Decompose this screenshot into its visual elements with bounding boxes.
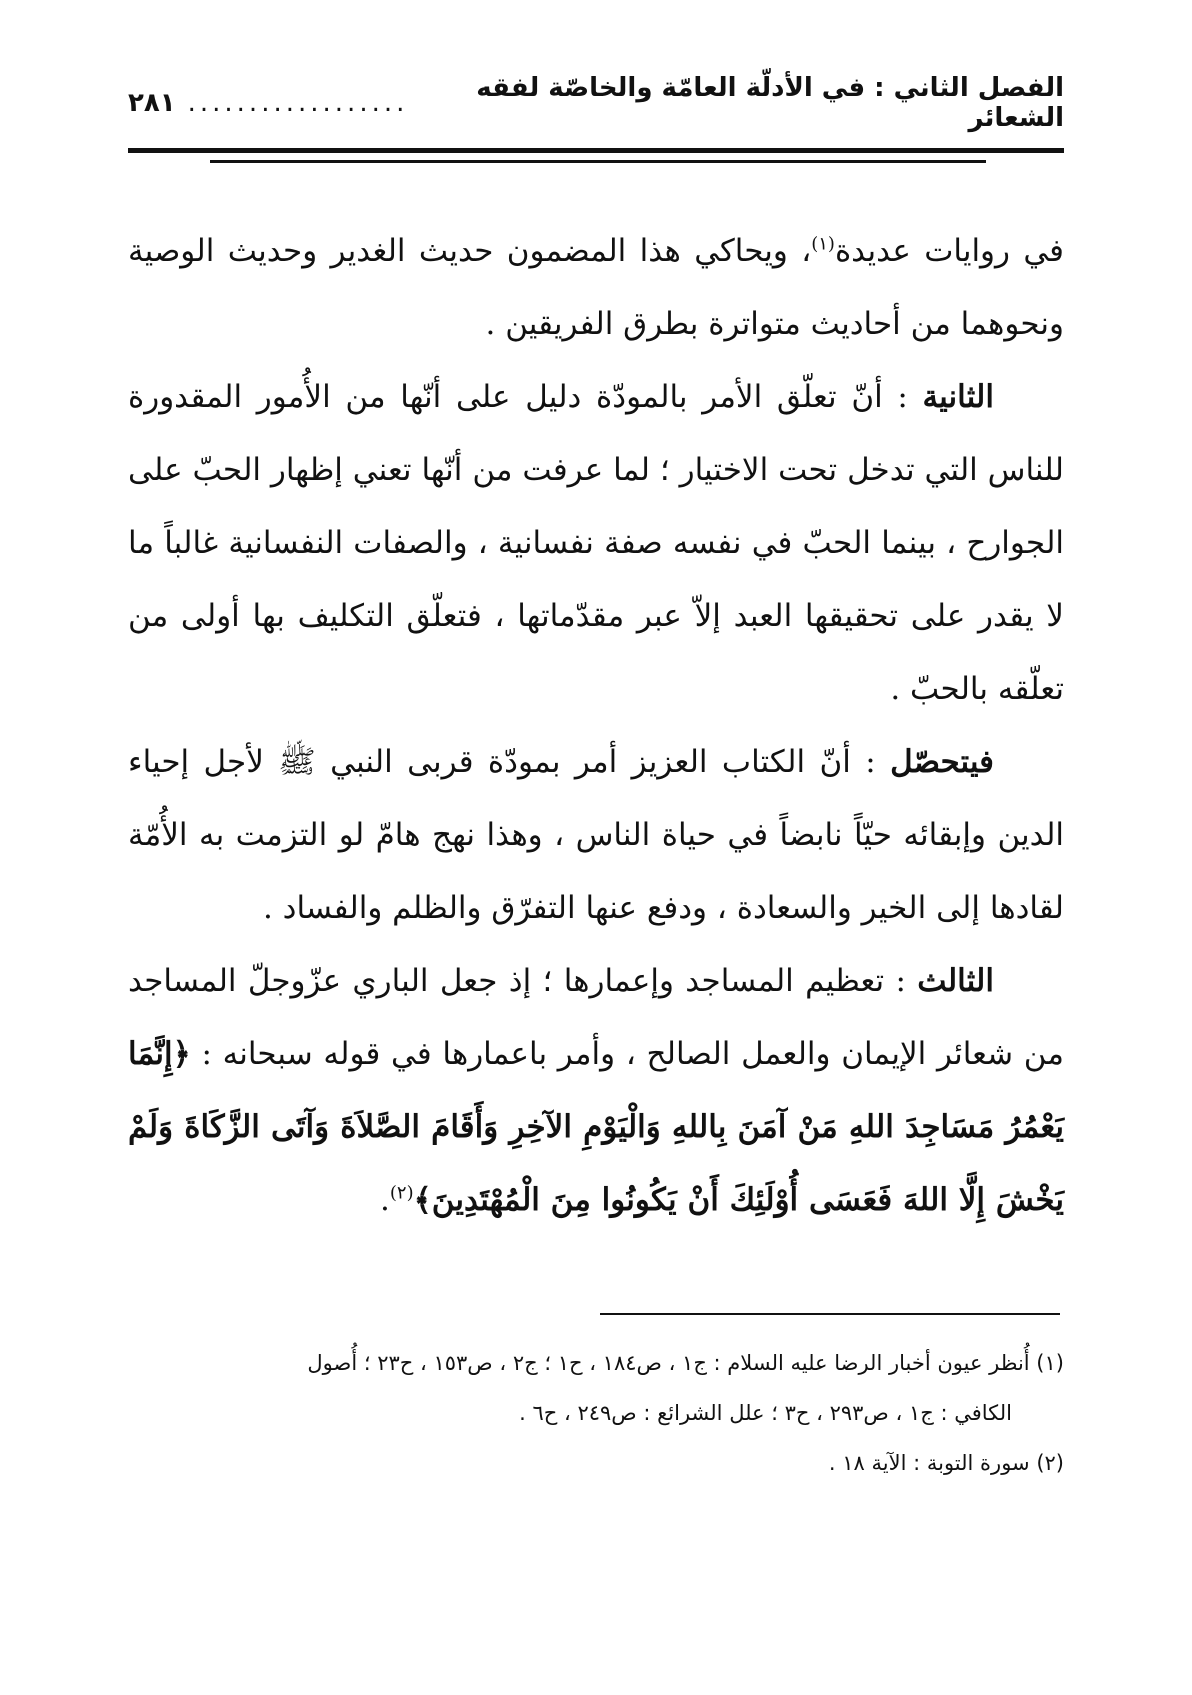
footnotes — [128, 1338, 1064, 1488]
quran-verse: ﴿إِنَّمَا يَعْمُرُ مَسَاجِدَ اللهِ مَنْ آمَنَ بِاللهِ وَالْيَوْمِ الآخِرِ وَأَقَامَ الصَّلاَةَ وَآتَى الزَّكَاةَ وَلَمْ يَخْشَ إِلَّا اللهَ فَعَسَى أُوْلَئِكَ أَنْ يَكُونُوا مِنَ الْمُهْتَدِينَ﴾ — [128, 1036, 1064, 1218]
header-rule-thin — [210, 160, 986, 163]
footnote-ref-1[interactable]: (١) — [811, 233, 835, 255]
page-number: ٢٨١ — [128, 88, 176, 118]
paragraph-4-end: . — [380, 1182, 390, 1218]
main-text — [128, 215, 1064, 1237]
paragraph-4-lead: الثالث — [917, 963, 994, 999]
paragraph-4-text: : تعظيم المساجد وإعمارها ؛ إذ جعل الباري عزّوجلّ المساجد من شعائر الإيمان والعمل الصالح ، وأمر باعمارها في قوله سبحانه : — [128, 963, 1064, 1072]
header-rule-thick — [128, 148, 1064, 153]
paragraph-1 — [128, 215, 1064, 361]
paragraph-3-lead: فيتحصّل — [890, 744, 994, 780]
footnote-2: (٢) سورة التوبة : الآية ١٨ . — [828, 1451, 1064, 1475]
paragraph-1-start: في روايات عديدة — [834, 233, 1064, 269]
header-leader-dots: .................. — [187, 88, 409, 118]
paragraph-2 — [128, 361, 1064, 726]
footnote-separator — [600, 1313, 1060, 1315]
paragraph-3-text: : أنّ الكتاب العزيز أمر بمودّة قربى النبي ﷺ لأجل إحياء الدين وإبقائه حيّاً نابضاً في حياة الناس ، وهذا نهج هامّ لو التزمت به الأُمّة لقادها إلى الخير والسعادة ، ودفع عنها التفرّق والظلم والفساد . — [128, 744, 1064, 926]
paragraph-3 — [128, 726, 1064, 945]
footnote-ref-2[interactable]: (٢) — [389, 1182, 414, 1204]
paragraph-4 — [128, 945, 1064, 1237]
paragraph-2-text: : أنّ تعلّق الأمر بالمودّة دليل على أنّها من الأُمور المقدورة للناس التي تدخل تحت الاختيار ؛ لما عرفت من أنّها تعني إظهار الحبّ على الجوارح ، بينما الحبّ في نفسه صفة نفسانية ، والصفات النفسانية غالباً ما لا يقدر على تحقيقها العبد إلاّ عبر مقدّماتها ، فتعلّق التكليف بها أولى من تعلّقه بالحبّ . — [128, 379, 1064, 707]
footnote-1: (١) أُنظر عيون أخبار الرضا عليه السلام : ج١ ، ص١٨٤ ، ح١ ؛ ج٢ ، ص١٥٣ ، ح٢٣ ؛ أُصول — [307, 1351, 1064, 1375]
footnote-1-continuation: الكافي : ج١ ، ص٢٩٣ ، ح٣ ؛ علل الشرائع : ص٢٤٩ ، ح٦ . — [519, 1401, 1012, 1425]
paragraph-2-lead: الثانية — [922, 379, 994, 415]
paragraph-1-rest: ، ويحاكي هذا المضمون حديث الغدير وحديث الوصية ونحوهما من أحاديث متواترة بطرق الفريقين . — [128, 233, 1064, 342]
running-header — [128, 73, 1064, 133]
header-title: الفصل الثاني : في الأدلّة العامّة والخاصّة لفقه الشعائر — [476, 73, 1064, 133]
